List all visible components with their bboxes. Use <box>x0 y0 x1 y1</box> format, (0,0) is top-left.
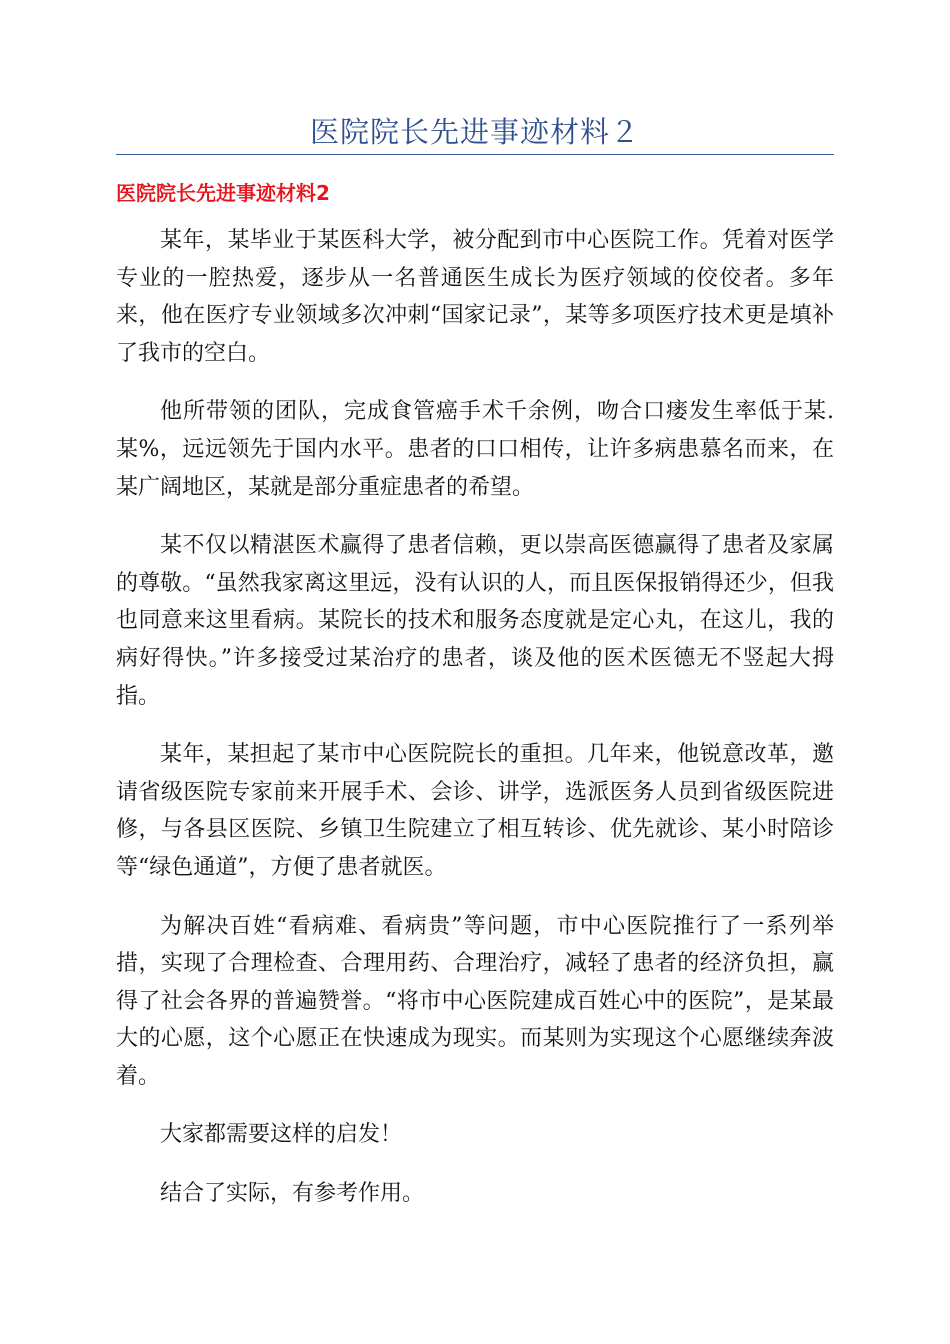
page-title: 医院院长先进事迹材料２ <box>309 115 640 149</box>
title-divider <box>116 154 834 155</box>
section-heading: 医院院长先进事迹材料2 <box>116 181 330 205</box>
paragraph-5: 为解决百姓“看病难、看病贵”等问题，市中心医院推行了一系列举措，实现了合理检查、合理用药、合理治疗，减轻了患者的经济负担，赢得了社会各界的普遍赞誉。“将市中心医院建成百姓心中的医院”，是某最大的心愿，这个心愿正在快速成为现实。而某则为实现这个心愿继续奔波着。 <box>116 913 834 1089</box>
paragraph-1: 某年，某毕业于某医科大学，被分配到市中心医院工作。凭着对医学专业的一腔热爱，逐步从一名普通医生成长为医疗领域的佼佼者。多年来，他在医疗专业领域多次冲刺“国家记录”，某等多项医疗技术更是填补了我市的空白。 <box>116 228 834 366</box>
paragraph-6: 大家都需要这样的启发！ <box>160 1122 403 1148</box>
article-body <box>116 222 834 1234</box>
paragraph-7: 结合了实际，有参考作用。 <box>160 1181 425 1207</box>
paragraph-3: 某不仅以精湛医术赢得了患者信赖，更以崇高医德赢得了患者及家属的尊敬。“虽然我家离这里远，没有认识的人，而且医保报销得还少，但我也同意来这里看病。某院长的技术和服务态度就是定心丸，在这儿，我的病好得快。”许多接受过某治疗的患者，谈及他的医术医德无不竖起大拇指。 <box>116 533 834 709</box>
paragraph-4: 某年，某担起了某市中心医院院长的重担。几年来，他锐意改革，邀请省级医院专家前来开展手术、会诊、讲学，选派医务人员到省级医院进修，与各县区医院、乡镇卫生院建立了相互转诊、优先就诊、某小时陪诊等“绿色通道”，方便了患者就医。 <box>116 742 834 880</box>
paragraph-2: 他所带领的团队，完成食管癌手术千余例，吻合口瘘发生率低于某.某%，远远领先于国内水平。患者的口口相传，让许多病患慕名而来，在某广阔地区，某就是部分重症患者的希望。 <box>116 399 834 500</box>
